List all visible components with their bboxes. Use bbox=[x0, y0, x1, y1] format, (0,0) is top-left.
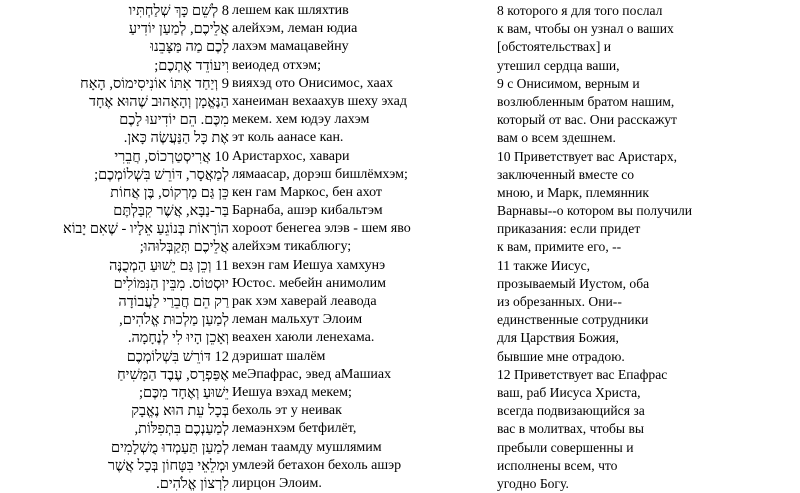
russian-line: 10 Приветствует вас Аристарх, bbox=[497, 148, 678, 164]
russian-column bbox=[497, 2, 797, 493]
transliteration-line: эт коль аанасе кан. bbox=[232, 130, 344, 146]
transliteration-line: дэришат шалём bbox=[232, 348, 326, 364]
transliteration-line: лешем как шляхтив bbox=[232, 3, 349, 18]
russian-line: единственные сотрудники bbox=[497, 312, 649, 328]
transliteration-line: кен гам Маркос, бен ахот bbox=[232, 184, 383, 200]
russian-line: 12 Приветствует вас Епафрас bbox=[497, 366, 668, 382]
hebrew-line: הַנֶּאֱמָן וְהָאָהוּב שֶׁהוּא אֶחָד bbox=[89, 93, 229, 110]
russian-line: утешил сердца ваши, bbox=[497, 57, 620, 73]
russian-line: заключенный вместе со bbox=[497, 166, 635, 182]
transliteration-line: рак хэм хаверай леавода bbox=[232, 294, 377, 309]
transliteration-line: умлеэй бетахон бехоль ашэр bbox=[232, 457, 402, 473]
transliteration-line: лирцон Элоим. bbox=[232, 475, 322, 491]
russian-line: 11 также Иисус, bbox=[497, 257, 591, 273]
russian-line: 8 которого я для того послал bbox=[497, 3, 663, 18]
hebrew-line: רַק הֵם חֲבֵרַי לַעֲבוֹדָה bbox=[118, 294, 229, 310]
hebrew-line: וּמְלֵאֵי בִּטָּחוֹן בְּכָל אֲשֶׁר bbox=[107, 457, 229, 474]
russian-line: ваш, раб Иисуса Христа, bbox=[497, 384, 641, 400]
russian-line: к вам, примите его, -- bbox=[497, 239, 622, 255]
hebrew-line: יוּסְטוֹס. מִבֵּין הַנִּמּוֹלִים bbox=[113, 275, 229, 292]
transliteration-line: бехоль эт у неивак bbox=[232, 403, 342, 419]
russian-line: прозываемый Иустом, оба bbox=[497, 275, 650, 291]
russian-line: Варнавы--о котором вы получили bbox=[497, 203, 693, 219]
hebrew-line: בַּר-נַבָּא, אֲשֶׁר קִבַּלְתֶּם bbox=[113, 203, 229, 220]
russian-line: возлюбленным братом нашим, bbox=[497, 93, 675, 109]
russian-line: для Царствия Божия, bbox=[497, 330, 619, 346]
hebrew-line: וְאָכֵן הָיוּ לִי לְנֶחָמָה. bbox=[127, 330, 229, 347]
transliteration-line: меЭпафрас, эвед аМашиах bbox=[232, 366, 392, 382]
hebrew-line: אֲלֵיכֶם תְּקַבְּלוּהוּ; bbox=[139, 239, 229, 256]
russian-line: приказания: если придет bbox=[497, 221, 641, 237]
hebrew-line: 10 אֲרִיסְטַרְכוֹס, חֲבֵרִי bbox=[114, 148, 229, 165]
hebrew-line: לְמַעַן תַּעַמְדוּ מֻשְׁלָמִים bbox=[111, 439, 229, 456]
hebrew-line: 9 וְיַחַד אִתּוֹ אוֹנִיסִימוֹס, הָאָח bbox=[80, 75, 229, 92]
russian-line: который от вас. Они расскажут bbox=[497, 112, 677, 128]
hebrew-column bbox=[4, 2, 229, 493]
transliteration-line: леман таамду мушлямим bbox=[232, 439, 382, 455]
russian-line: угодно Богу. bbox=[497, 475, 569, 491]
russian-line: всегда подвизающийся за bbox=[497, 403, 645, 419]
russian-line: из обрезанных. Они-- bbox=[497, 294, 622, 309]
hebrew-line: וִיעוֹדֵד אֶתְכֶם; bbox=[154, 57, 229, 74]
transliteration-line: алейхэм, леман юдиа bbox=[232, 21, 358, 37]
transliteration-line: хороот бенегеа элэв - шем яво bbox=[232, 221, 411, 237]
transliteration-line: Барнаба, ашэр кибальтэм bbox=[232, 203, 383, 219]
hebrew-line: אֲלֵיכֶם, לְמַעַן יוֹדִיעַ bbox=[128, 21, 229, 38]
transliteration-line: Иешуа вэхад мекем; bbox=[232, 384, 352, 400]
transliteration-line: лемаэнхэм бетфилёт, bbox=[232, 421, 357, 437]
hebrew-line: 8 לְשֵׁם כָּךְ שְׁלַחְתִּיו bbox=[128, 3, 229, 19]
hebrew-line: אֶת כָּל הַנַּעֲשֶׂה כָּאן. bbox=[123, 130, 229, 147]
russian-line: пребыли совершенны и bbox=[497, 439, 634, 455]
russian-line: вам о всем здешнем. bbox=[497, 130, 616, 146]
transliteration-line: мекем. хем юдэу лахэм bbox=[232, 112, 370, 128]
hebrew-line: בְּכָל עֵת הוּא נֶאֱבָק bbox=[131, 403, 229, 420]
russian-line: бывшие мне отрадою. bbox=[497, 348, 625, 364]
hebrew-line: יֵשׁוּעַ וְאֶחָד מִכֶּם; bbox=[139, 384, 229, 401]
hebrew-line: לְמַעַן מַלְכוּת אֱלֹהִים, bbox=[119, 312, 229, 329]
transliteration-line: веиодед отхэм; bbox=[232, 57, 321, 73]
russian-line: [обстоятельствах] и bbox=[497, 39, 612, 55]
russian-line: к вам, чтобы он узнал о ваших bbox=[497, 21, 674, 37]
transliteration-line: ханеиман вехаахув шеху эхад bbox=[232, 93, 407, 109]
transliteration-line: алейхэм тикаблюгу; bbox=[232, 239, 352, 255]
hebrew-line: לְמַעַנְכֶם בִּתְפִלּוֹת, bbox=[134, 421, 229, 438]
hebrew-line: 11 וְכֵן גַּם יֵשׁוּעַ הַמְכֻנֶּה bbox=[109, 257, 229, 274]
russian-line: 9 с Онисимом, верным и bbox=[497, 75, 640, 91]
hebrew-line: אֶפַּפְרָס, עֶבֶד הַמָּשִׁיחַ bbox=[117, 366, 229, 383]
hebrew-line: לְמַאֲסָר, דּוֹרֵשׁ בִּשְׁלוֹמְכֶם; bbox=[94, 166, 229, 183]
transliteration-line: лахэм мамацавейну bbox=[232, 39, 349, 55]
transliteration-column bbox=[232, 2, 487, 493]
hebrew-line: הוֹרָאוֹת בְּנוֹגֵעַ אֵלָיו - שֶׁאִם יָבוֹא bbox=[63, 221, 229, 238]
transliteration-line: вехэн гам Иешуа хамхунэ bbox=[232, 257, 386, 273]
transliteration-line: лямаасар, дорэш бишлёмхэм; bbox=[232, 166, 408, 182]
hebrew-line: 12 דּוֹרֵשׁ בִּשְׁלוֹמְכֶם bbox=[126, 348, 229, 365]
transliteration-line: веахен хаюли ленехама. bbox=[232, 330, 375, 346]
hebrew-line: לִרְצוֹן אֱלֹהִים. bbox=[156, 475, 229, 492]
russian-line: мною, и Марк, племянник bbox=[497, 184, 649, 200]
transliteration-line: леман мальхут Элоим bbox=[232, 312, 363, 328]
hebrew-line: לָכֶם מַה מַּצָּבֵנוּ bbox=[150, 39, 229, 56]
transliteration-line: Юстос. мебейн анимолим bbox=[232, 275, 387, 291]
russian-line: вас в молитвах, чтобы вы bbox=[497, 421, 645, 437]
transliteration-line: Аристархос, хавари bbox=[232, 148, 350, 164]
hebrew-line: כֵּן גַּם מַרְקוֹס, בֶּן אֲחוֹת bbox=[110, 184, 229, 201]
transliteration-line: вияхэд ото Онисимос, хаах bbox=[232, 75, 393, 91]
russian-line: исполнены всем, что bbox=[497, 457, 618, 473]
hebrew-line: מִכֶּם. הֵם יוֹדִיעוּ לָכֶם bbox=[119, 112, 229, 129]
